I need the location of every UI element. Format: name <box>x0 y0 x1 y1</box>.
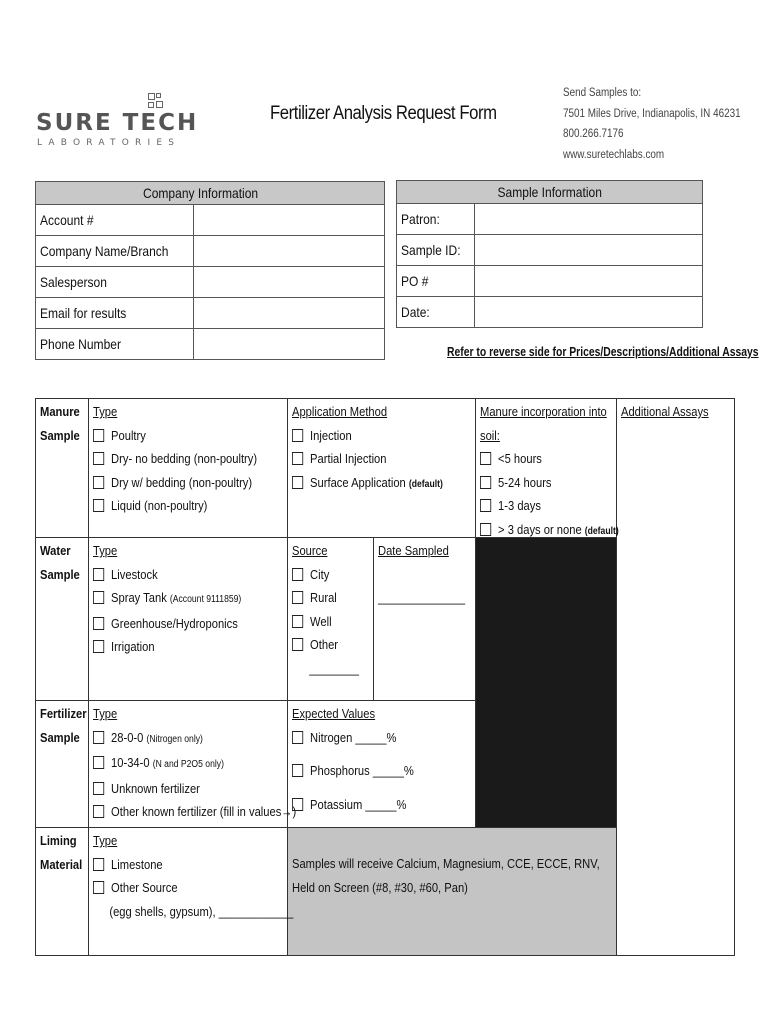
company-row-label: Company Name/Branch <box>40 243 169 259</box>
sample-info-table <box>396 180 703 328</box>
checkbox-dry-bedding[interactable] <box>93 471 257 495</box>
sample-row-label: Sample ID: <box>401 242 461 258</box>
incorp-header: Manure incorporation into <box>480 404 607 419</box>
option-label: Dry w/ bedding (non-poultry) <box>111 474 253 490</box>
option-label: <5 hours <box>498 451 542 466</box>
checkbox-icon <box>93 858 104 871</box>
additional-assays-label: Additional Assays <box>621 404 709 419</box>
option-label: Injection <box>310 427 352 443</box>
row-label: Water <box>40 543 71 558</box>
salesperson-field[interactable] <box>194 267 385 298</box>
company-row-label: Phone Number <box>40 336 121 352</box>
account-field[interactable] <box>194 205 385 236</box>
option-label: Phosphorus _____% <box>310 763 414 778</box>
checkbox-gt3[interactable] <box>480 518 619 544</box>
checkbox-other-source[interactable] <box>93 876 293 900</box>
option-label: Poultry <box>111 427 146 443</box>
send-address: 7501 Miles Drive, Indianapolis, IN 46231 <box>563 107 741 120</box>
sample-row-label: Patron: <box>401 211 440 227</box>
liming-info-line: Held on Screen (#8, #30, #60, Pan) <box>292 879 468 895</box>
checkbox-spray-tank[interactable] <box>93 586 241 612</box>
company-row-label: Email for results <box>40 305 127 321</box>
checkbox-rural[interactable] <box>292 586 359 610</box>
source-header: Source <box>292 543 328 558</box>
company-name-field[interactable] <box>194 236 385 267</box>
row-label: Manure <box>40 404 80 419</box>
checkbox-icon <box>292 591 303 604</box>
option-label: Dry- no bedding (non-poultry) <box>111 451 258 466</box>
option-label: Liquid (non-poultry) <box>111 498 208 513</box>
checkbox-icon <box>480 523 491 536</box>
option-label: Rural <box>310 590 337 605</box>
checkbox-injection[interactable] <box>292 424 443 448</box>
checkbox-icon <box>480 476 491 489</box>
checkbox-icon <box>292 476 303 489</box>
company-info-table <box>35 181 385 360</box>
water-type-header: Type <box>93 543 118 558</box>
sample-id-field[interactable] <box>475 235 703 266</box>
checkbox-icon <box>93 805 104 818</box>
option-label: Other Source <box>111 880 178 895</box>
row-label: Sample <box>40 729 80 745</box>
checkbox-1-3[interactable] <box>480 494 619 518</box>
other-source-note[interactable]: (egg shells, gypsum), ____________ <box>109 903 294 919</box>
liming-info <box>292 852 650 899</box>
checkbox-greenhouse[interactable] <box>93 612 241 636</box>
phone-field[interactable] <box>194 329 385 360</box>
logo-squares-icon <box>148 93 168 113</box>
checkbox-icon <box>480 452 491 465</box>
send-samples-block <box>563 83 741 165</box>
other-source-blank[interactable]: ________ <box>309 660 359 676</box>
option-label: Other <box>310 637 339 652</box>
reference-note[interactable]: Refer to reverse side for Prices/Descriptions/Additional Assays <box>447 345 759 359</box>
checkbox-icon <box>93 881 104 894</box>
checkbox-well[interactable] <box>292 610 359 634</box>
water-label <box>40 539 86 586</box>
fertilizer-label <box>40 702 94 749</box>
checkbox-icon <box>292 568 303 581</box>
row-label: Fertilizer <box>40 706 87 721</box>
checkbox-dry-no-bedding[interactable] <box>93 447 257 471</box>
additional-assays-header <box>621 400 723 424</box>
checkbox-icon <box>93 499 104 512</box>
option-label: 28-0-0 <box>111 729 144 745</box>
checkbox-icon <box>292 798 303 811</box>
manure-type-col <box>93 400 284 518</box>
option-note: (N and P2O5 only) <box>152 759 224 770</box>
spray-note: (Account 9111859) <box>169 594 242 605</box>
option-note: (Nitrogen only) <box>146 733 203 745</box>
checkbox-icon <box>93 429 104 442</box>
checkbox-irrigation[interactable] <box>93 635 241 659</box>
water-source-col <box>292 539 370 680</box>
manure-incorp-col <box>480 400 641 543</box>
sample-row-label: PO # <box>401 273 429 289</box>
option-label: 5-24 hours <box>498 474 552 490</box>
checkbox-icon <box>93 452 104 465</box>
company-row-label: Salesperson <box>40 274 107 290</box>
checkbox-icon <box>93 476 104 489</box>
option-label: Surface Application <box>310 474 406 490</box>
checkbox-other[interactable] <box>292 633 359 657</box>
checkbox-5-24[interactable] <box>480 471 619 495</box>
date-sampled-blank[interactable]: ______________ <box>378 590 466 605</box>
email-field[interactable] <box>194 298 385 329</box>
send-web: www.suretechlabs.com <box>563 148 665 161</box>
liming-label <box>40 829 89 876</box>
checkbox-limestone[interactable] <box>93 853 293 877</box>
option-label: Potassium _____% <box>310 796 407 812</box>
option-label: Greenhouse/Hydroponics <box>111 615 238 631</box>
row-label: Liming <box>40 833 77 848</box>
option-label: > 3 days or none <box>498 521 582 537</box>
manure-type-header: Type <box>93 404 118 419</box>
checkbox-icon <box>292 638 303 651</box>
checkbox-unknown[interactable] <box>93 777 296 801</box>
option-label: Other known fertilizer (fill in values→) <box>111 804 297 819</box>
company-row-label: Account # <box>40 212 94 228</box>
option-label: Well <box>310 613 332 629</box>
sample-info-header: Sample Information <box>497 184 602 200</box>
fertilizer-type-header: Type <box>93 706 118 721</box>
checkbox-icon <box>93 731 104 744</box>
option-label: 10-34-0 <box>111 755 150 770</box>
checkbox-lt5[interactable] <box>480 447 619 471</box>
checkbox-partial-injection[interactable] <box>292 447 443 471</box>
company-info-header: Company Information <box>143 185 259 201</box>
checkbox-icon <box>93 782 104 795</box>
checkbox-icon <box>93 591 104 604</box>
option-label: Partial Injection <box>310 451 387 466</box>
liming-type-header: Type <box>93 833 118 848</box>
logo-wordmark: SURE TECH <box>36 110 199 136</box>
checkbox-icon <box>93 617 104 630</box>
manure-label <box>40 400 86 447</box>
water-type-col <box>93 539 265 659</box>
send-label: Send Samples to: <box>563 87 642 99</box>
app-method-header: Application Method <box>292 404 388 419</box>
water-date-col <box>378 539 479 610</box>
patron-field[interactable] <box>475 204 703 235</box>
default-note: (default) <box>584 525 619 537</box>
option-label: Irrigation <box>111 639 155 654</box>
checkbox-surface-application[interactable] <box>292 471 443 497</box>
checkbox-icon <box>93 756 104 769</box>
manure-app-col <box>292 400 467 496</box>
checkbox-potassium[interactable] <box>292 793 414 817</box>
checkbox-icon <box>480 499 491 512</box>
checkbox-livestock[interactable] <box>93 563 241 587</box>
incorp-header: soil: <box>480 427 500 443</box>
date-field[interactable] <box>475 297 703 328</box>
option-label: Livestock <box>111 566 158 582</box>
checkbox-icon <box>93 568 104 581</box>
checkbox-icon <box>93 640 104 653</box>
checkbox-other-known[interactable] <box>93 800 296 824</box>
checkbox-city[interactable] <box>292 563 359 587</box>
option-label: Unknown fertilizer <box>111 780 200 796</box>
row-label: Material <box>40 856 83 872</box>
checkbox-icon <box>292 452 303 465</box>
checkbox-liquid[interactable] <box>93 494 257 518</box>
checkbox-28-0-0[interactable] <box>93 726 296 752</box>
expected-values-header: Expected Values <box>292 706 376 721</box>
checkbox-poultry[interactable] <box>93 424 257 448</box>
option-label: 1-3 days <box>498 498 541 513</box>
checkbox-icon <box>292 429 303 442</box>
liming-info-line: Samples will receive Calcium, Magnesium, CCE, ECCE, RNV, <box>292 856 600 871</box>
po-field[interactable] <box>475 266 703 297</box>
date-sampled-header: Date Sampled <box>378 543 449 558</box>
checkbox-icon <box>292 731 303 744</box>
option-label: Limestone <box>111 856 163 872</box>
expected-values-col <box>292 702 434 816</box>
checkbox-icon <box>292 615 303 628</box>
default-note: (default) <box>408 478 443 490</box>
logo-subtitle: LABORATORIES <box>37 138 181 148</box>
checkbox-10-34-0[interactable] <box>93 751 296 777</box>
option-label: Nitrogen _____% <box>310 729 397 745</box>
checkbox-phosphorus[interactable] <box>292 759 414 783</box>
option-label: Spray Tank <box>111 590 167 605</box>
checkbox-nitrogen[interactable] <box>292 726 414 750</box>
row-label: Sample <box>40 566 80 582</box>
form-title: Fertilizer Analysis Request Form <box>270 103 497 124</box>
checkbox-icon <box>292 764 303 777</box>
send-phone: 800.266.7176 <box>563 128 624 140</box>
row-label: Sample <box>40 427 80 443</box>
sample-row-label: Date: <box>401 304 430 320</box>
liming-type-col <box>93 829 326 923</box>
option-label: City <box>310 566 330 582</box>
dark-fill-area <box>475 537 616 827</box>
